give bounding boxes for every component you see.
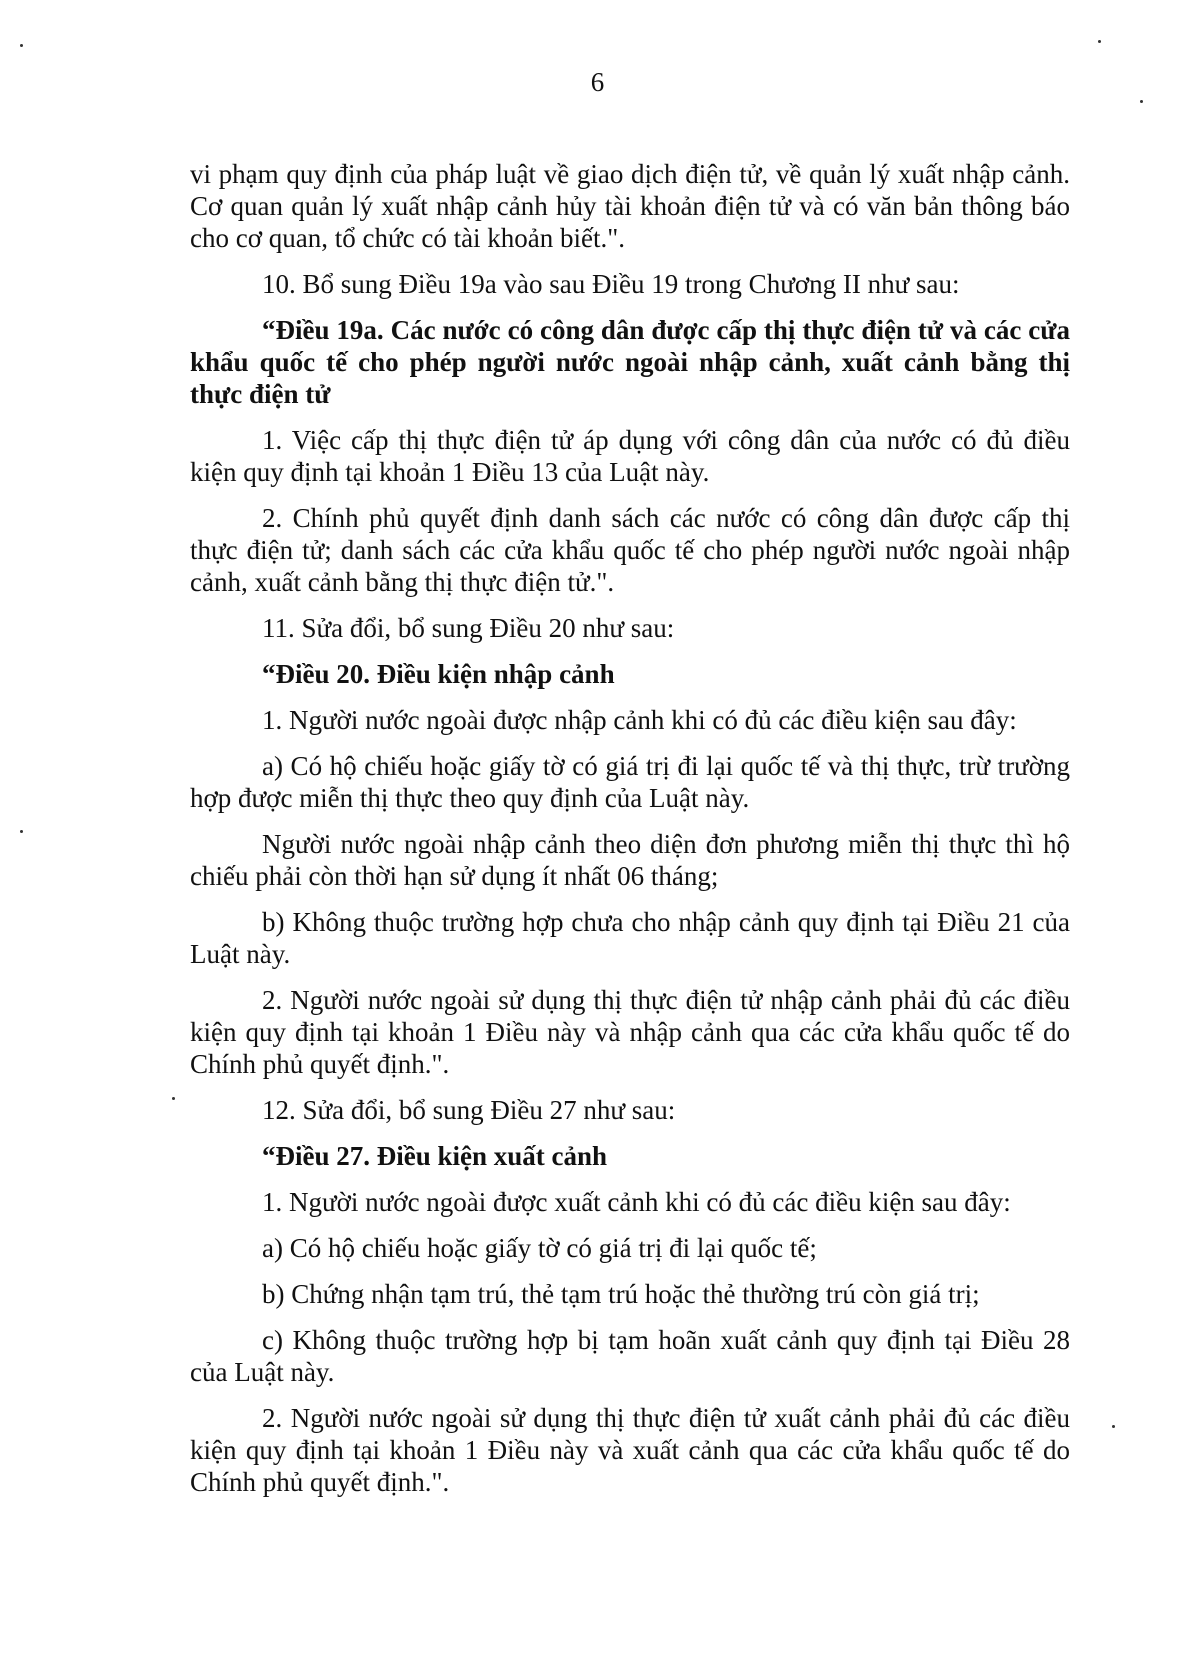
paragraph-amendment-10: 10. Bổ sung Điều 19a vào sau Điều 19 trong Chương II như sau:: [262, 269, 960, 299]
scan-speck: [1140, 100, 1143, 103]
article-19a-clause-2: 2. Chính phủ quyết định danh sách các nước có công dân được cấp thị thực điện tử; danh sách các cửa khẩu quốc tế cho phép người nước ngoài nhập cảnh, xuất cảnh bằng thị thực điện tử.".: [190, 503, 1070, 597]
article-20-point-b: b) Không thuộc trường hợp chưa cho nhập cảnh quy định tại Điều 21 của Luật này.: [190, 907, 1070, 969]
article-20-heading: “Điều 20. Điều kiện nhập cảnh: [262, 659, 615, 689]
article-20-clause-1: 1. Người nước ngoài được nhập cảnh khi có đủ các điều kiện sau đây:: [262, 705, 1017, 735]
article-27-point-c: c) Không thuộc trường hợp bị tạm hoãn xuất cảnh quy định tại Điều 28 của Luật này.: [190, 1325, 1070, 1387]
article-19a-clause-1: 1. Việc cấp thị thực điện tử áp dụng với công dân của nước có đủ điều kiện quy định tại khoản 1 Điều 13 của Luật này.: [190, 425, 1070, 487]
paragraph-amendment-11: 11. Sửa đổi, bổ sung Điều 20 như sau:: [262, 613, 675, 643]
article-27-point-a: a) Có hộ chiếu hoặc giấy tờ có giá trị đi lại quốc tế;: [262, 1233, 817, 1263]
article-20-clause-2: 2. Người nước ngoài sử dụng thị thực điện tử nhập cảnh phải đủ các điều kiện quy định tại khoản 1 Điều này và nhập cảnh qua các cửa khẩu quốc tế do Chính phủ quyết định.".: [190, 985, 1070, 1079]
scan-speck: [1112, 1425, 1115, 1428]
scan-speck: [172, 1097, 175, 1100]
article-27-clause-1: 1. Người nước ngoài được xuất cảnh khi có đủ các điều kiện sau đây:: [262, 1187, 1011, 1217]
article-27-heading: “Điều 27. Điều kiện xuất cảnh: [262, 1141, 608, 1171]
article-27-point-b: b) Chứng nhận tạm trú, thẻ tạm trú hoặc thẻ thường trú còn giá trị;: [262, 1279, 980, 1309]
document-body: [190, 158, 1070, 1512]
article-20-point-a: a) Có hộ chiếu hoặc giấy tờ có giá trị đi lại quốc tế và thị thực, trừ trường hợp được miễn thị thực theo quy định của Luật này.: [190, 751, 1070, 813]
scan-speck: [1098, 40, 1101, 43]
scan-speck: [20, 830, 23, 833]
paragraph-continuation: vi phạm quy định của pháp luật về giao dịch điện tử, về quản lý xuất nhập cảnh. Cơ quan quản lý xuất nhập cảnh hủy tài khoản điện tử và có văn bản thông báo cho cơ quan, tổ chức có tài khoản biết.".: [190, 159, 1070, 253]
article-27-clause-2: 2. Người nước ngoài sử dụng thị thực điện tử xuất cảnh phải đủ các điều kiện quy định tại khoản 1 Điều này và xuất cảnh qua các cửa khẩu quốc tế do Chính phủ quyết định.".: [190, 1403, 1070, 1497]
article-20-point-a-note: Người nước ngoài nhập cảnh theo diện đơn phương miễn thị thực thì hộ chiếu phải còn thời hạn sử dụng ít nhất 06 tháng;: [190, 829, 1070, 891]
paragraph-amendment-12: 12. Sửa đổi, bổ sung Điều 27 như sau:: [262, 1095, 676, 1125]
article-19a-heading: “Điều 19a. Các nước có công dân được cấp thị thực điện tử và các cửa khẩu quốc tế cho phép người nước ngoài nhập cảnh, xuất cảnh bằng thị thực điện tử: [190, 315, 1070, 409]
scan-speck: [20, 44, 23, 47]
page-number: 6: [590, 67, 605, 97]
